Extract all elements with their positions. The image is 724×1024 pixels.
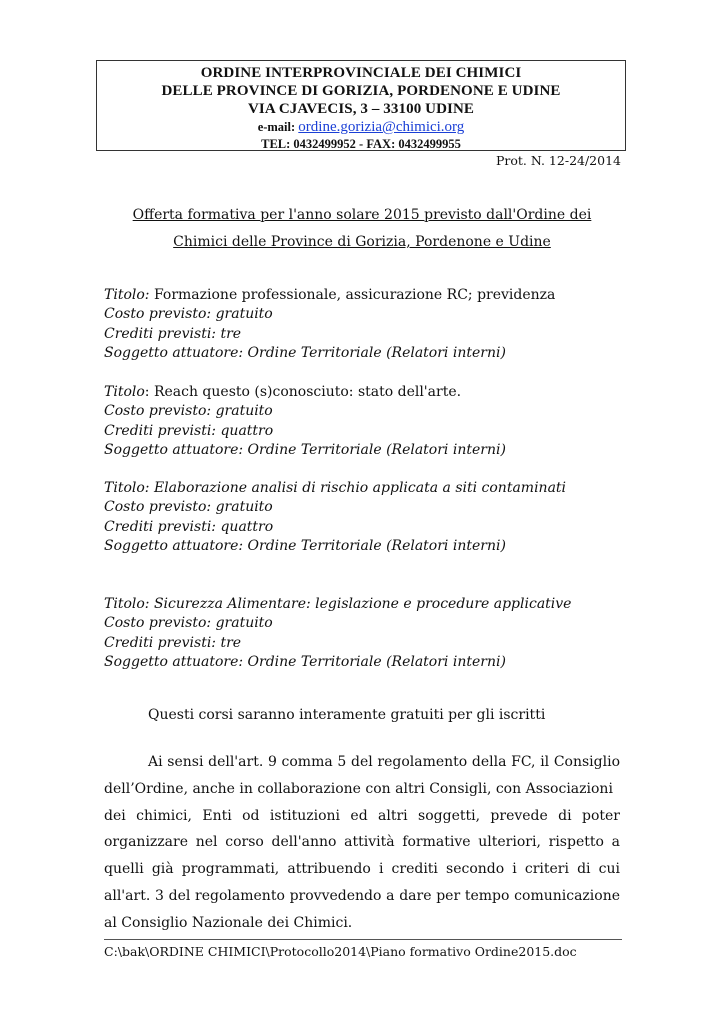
course-cost: Costo previsto: gratuito: [104, 306, 273, 323]
course-title-label: Titolo:: [104, 287, 150, 303]
course-cost: Costo previsto: gratuito: [104, 615, 273, 632]
course-title-value: : Reach questo (s)conosciuto: stato dell'arte.: [144, 384, 462, 400]
course-credits: Crediti previsti: tre: [104, 325, 242, 342]
paragraph-line: quelli già programmati, attribuendo i crediti secondo i criteri di cui: [104, 861, 620, 878]
course-title-value: Formazione professionale, assicurazione RC; previdenza: [149, 287, 556, 303]
course-credits: Crediti previsti: tre: [104, 634, 242, 651]
course-provider: Soggetto attuatore: Ordine Territoriale (Relatori interni): [104, 345, 506, 362]
paragraph-line: al Consiglio Nazionale dei Chimici.: [104, 914, 353, 931]
course-title: [104, 383, 624, 402]
protocol-number: Prot. N. 12-24/2014: [495, 153, 621, 168]
course-title: Titolo: Elaborazione analisi di rischio applicata a siti contaminati: [104, 480, 567, 496]
course-item: [104, 595, 624, 673]
letterhead-provinces: DELLE PROVINCE DI GORIZIA, PORDENONE E UDINE: [161, 83, 561, 99]
course-credits: Crediti previsti: quattro: [104, 422, 274, 439]
course-provider: Soggetto attuatore: Ordine Territoriale (Relatori interni): [104, 538, 506, 555]
document-title: [104, 202, 620, 256]
paragraph-line: dell’Ordine, anche in collaborazione con altri Consigli, con Associazioni: [104, 780, 613, 797]
letterhead-box: [96, 60, 626, 151]
course-cost: Costo previsto: gratuito: [104, 403, 273, 420]
title-line-2: Chimici delle Province di Gorizia, Pordenone e Udine: [173, 234, 551, 250]
letterhead-tel-fax: TEL: 0432499952 - FAX: 0432499955: [261, 137, 461, 151]
course-title: [104, 286, 624, 305]
paragraph-line: Ai sensi dell'art. 9 comma 5 del regolamento della FC, il Consiglio: [148, 754, 620, 770]
letterhead-address: VIA CJAVECIS, 3 – 33100 UDINE: [248, 101, 474, 117]
course-title: Titolo: Sicurezza Alimentare: legislazione e procedure applicative: [104, 596, 572, 612]
body-paragraph: [104, 749, 620, 937]
course-provider: Soggetto attuatore: Ordine Territoriale (Relatori interni): [104, 442, 506, 459]
letterhead-email-line: [97, 118, 625, 136]
title-line-1: Offerta formativa per l'anno solare 2015 previsto dall'Ordine dei: [132, 207, 592, 223]
course-item: [104, 479, 624, 557]
free-courses-note: Questi corsi saranno interamente gratuiti per gli iscritti: [148, 707, 546, 723]
course-cost: Costo previsto: gratuito: [104, 499, 273, 516]
course-provider: Soggetto attuatore: Ordine Territoriale (Relatori interni): [104, 654, 506, 671]
course-credits: Crediti previsti: quattro: [104, 518, 274, 535]
paragraph-line: all'art. 3 del regolamento provvedendo a dare per tempo comunicazione: [104, 887, 620, 904]
letterhead-org-name: ORDINE INTERPROVINCIALE DEI CHIMICI: [200, 65, 522, 81]
footer-file-path: C:\bak\ORDINE CHIMICI\Protocollo2014\Piano formativo Ordine2015.doc: [104, 944, 577, 959]
paragraph-line: dei chimici, Enti od istituzioni ed altri soggetti, prevede di poter: [104, 807, 620, 824]
email-label: e-mail:: [257, 120, 296, 134]
course-title-label: Titolo: [104, 384, 145, 400]
course-item: [104, 286, 624, 364]
course-item: [104, 383, 624, 461]
paragraph-line: organizzare nel corso dell'anno attività formative ulteriori, rispetto a: [104, 834, 620, 851]
email-link[interactable]: ordine.gorizia@chimici.org: [298, 119, 465, 135]
footer-divider: [104, 939, 622, 940]
